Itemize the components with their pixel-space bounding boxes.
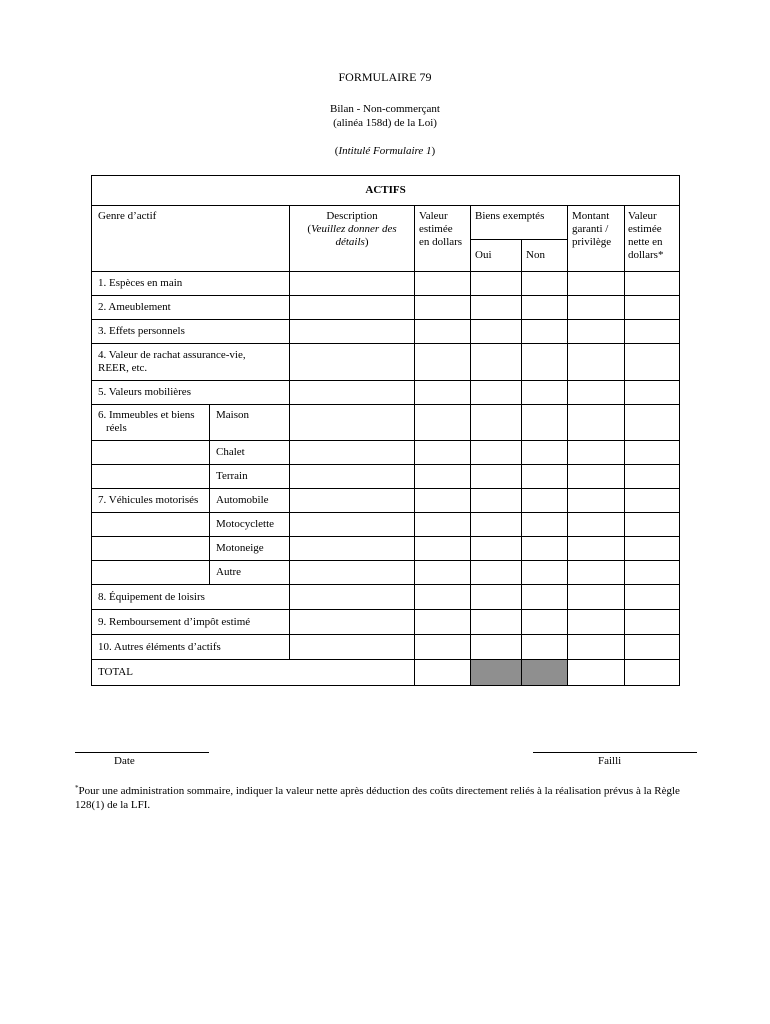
col-header-valeur: Valeur estimée en dollars (415, 206, 471, 272)
input-cell[interactable] (290, 489, 415, 513)
input-cell[interactable] (471, 585, 522, 610)
input-cell[interactable] (568, 296, 625, 320)
input-cell[interactable] (290, 272, 415, 296)
row-sublabel-motoneige: Motoneige (210, 537, 290, 561)
input-cell[interactable] (625, 272, 680, 296)
col-header-non: Non (522, 240, 568, 272)
row-label-effets-personnels: 3. Effets personnels (92, 320, 290, 344)
input-cell[interactable] (471, 272, 522, 296)
input-cell[interactable] (522, 537, 568, 561)
input-cell[interactable] (568, 405, 625, 441)
row-label-especes: 1. Espèces en main (92, 272, 290, 296)
input-cell[interactable] (568, 489, 625, 513)
input-cell[interactable] (568, 610, 625, 635)
input-cell[interactable] (290, 465, 415, 489)
input-cell[interactable] (625, 610, 680, 635)
row-label-remboursement-impot: 9. Remboursement d’impôt estimé (92, 610, 290, 635)
input-cell[interactable] (522, 585, 568, 610)
input-cell[interactable] (625, 405, 680, 441)
input-cell[interactable] (415, 320, 471, 344)
empty-cell (92, 561, 210, 585)
input-cell[interactable] (290, 296, 415, 320)
input-cell[interactable] (415, 610, 471, 635)
assets-table (91, 175, 680, 686)
input-cell[interactable] (471, 489, 522, 513)
input-cell[interactable] (625, 465, 680, 489)
input-cell[interactable] (625, 635, 680, 660)
input-cell[interactable] (625, 537, 680, 561)
input-cell[interactable] (568, 513, 625, 537)
input-cell[interactable] (290, 635, 415, 660)
input-cell[interactable] (415, 537, 471, 561)
input-cell[interactable] (290, 405, 415, 441)
input-cell[interactable] (415, 465, 471, 489)
col-header-biens-exemptes: Biens exemptés (471, 206, 568, 240)
form-subtitle-line1: Bilan - Non-commerçant (330, 103, 440, 115)
input-cell[interactable] (522, 561, 568, 585)
failli-signature-line[interactable] (533, 752, 697, 753)
input-cell[interactable] (568, 272, 625, 296)
failli-label: Failli (598, 755, 622, 767)
total-nette-cell[interactable] (625, 660, 680, 686)
input-cell[interactable] (568, 344, 625, 381)
input-cell[interactable] (471, 296, 522, 320)
total-valeur-cell[interactable] (415, 660, 471, 686)
col-header-montant: Montant garanti / privilège (568, 206, 625, 272)
input-cell[interactable] (471, 344, 522, 381)
input-cell[interactable] (625, 513, 680, 537)
input-cell[interactable] (415, 296, 471, 320)
input-cell[interactable] (471, 405, 522, 441)
input-cell[interactable] (471, 610, 522, 635)
input-cell[interactable] (522, 296, 568, 320)
form-title: FORMULAIRE 79 (338, 70, 432, 84)
input-cell[interactable] (415, 635, 471, 660)
row-label-ameublement: 2. Ameublement (92, 296, 290, 320)
input-cell[interactable] (522, 320, 568, 344)
input-cell[interactable] (625, 381, 680, 405)
row-label-vehicules: 7. Véhicules motorisés (92, 489, 210, 513)
col-header-oui: Oui (471, 240, 522, 272)
form-subtitle-line2: (alinéa 158d) de la Loi) (333, 117, 437, 129)
input-cell[interactable] (471, 465, 522, 489)
input-cell[interactable] (522, 344, 568, 381)
input-cell[interactable] (522, 513, 568, 537)
input-cell[interactable] (522, 610, 568, 635)
date-signature-line[interactable] (75, 752, 209, 753)
row-label-assurance-vie: 4. Valeur de rachat assurance-vie, REER, etc. (92, 344, 290, 381)
input-cell[interactable] (522, 441, 568, 465)
input-cell[interactable] (290, 441, 415, 465)
input-cell[interactable] (415, 585, 471, 610)
empty-cell (92, 537, 210, 561)
input-cell[interactable] (625, 585, 680, 610)
date-label: Date (114, 755, 135, 767)
footnote: *Pour une administration sommaire, indiquer la valeur nette après déduction des coûts directement reliés à la réalisation prévus à la Règle 128(1) de la LFI. (75, 784, 680, 811)
input-cell[interactable] (522, 635, 568, 660)
row-sublabel-motocyclette: Motocyclette (210, 513, 290, 537)
row-sublabel-maison: Maison (210, 405, 290, 441)
input-cell[interactable] (625, 441, 680, 465)
input-cell[interactable] (471, 513, 522, 537)
row-sublabel-automobile: Automobile (210, 489, 290, 513)
input-cell[interactable] (625, 320, 680, 344)
input-cell[interactable] (568, 537, 625, 561)
input-cell[interactable] (415, 405, 471, 441)
shaded-cell (522, 660, 568, 686)
input-cell[interactable] (471, 635, 522, 660)
input-cell[interactable] (625, 344, 680, 381)
input-cell[interactable] (568, 635, 625, 660)
total-montant-cell[interactable] (568, 660, 625, 686)
input-cell[interactable] (415, 441, 471, 465)
row-label-valeurs-mobilieres: 5. Valeurs mobilières (92, 381, 290, 405)
input-cell[interactable] (471, 441, 522, 465)
input-cell[interactable] (522, 489, 568, 513)
input-cell[interactable] (415, 272, 471, 296)
input-cell[interactable] (568, 320, 625, 344)
input-cell[interactable] (290, 561, 415, 585)
empty-cell (92, 513, 210, 537)
input-cell[interactable] (290, 381, 415, 405)
section-title: ACTIFS (92, 176, 680, 206)
input-cell[interactable] (290, 344, 415, 381)
row-sublabel-autre: Autre (210, 561, 290, 585)
input-cell[interactable] (568, 381, 625, 405)
empty-cell (92, 465, 210, 489)
input-cell[interactable] (568, 441, 625, 465)
col-header-valeur-nette: Valeur estimée nette en dollars* (625, 206, 680, 272)
col-header-genre: Genre d’actif (92, 206, 290, 272)
input-cell[interactable] (290, 513, 415, 537)
input-cell[interactable] (625, 296, 680, 320)
input-cell[interactable] (625, 561, 680, 585)
input-cell[interactable] (471, 537, 522, 561)
row-label-autres-actifs: 10. Autres éléments d’actifs (92, 635, 290, 660)
input-cell[interactable] (522, 465, 568, 489)
row-label-immeubles: 6. Immeubles et biens réels (92, 405, 210, 441)
input-cell[interactable] (290, 610, 415, 635)
shaded-cell (471, 660, 522, 686)
row-label-equipement-loisirs: 8. Équipement de loisirs (92, 585, 290, 610)
input-cell[interactable] (415, 489, 471, 513)
input-cell[interactable] (290, 585, 415, 610)
input-cell[interactable] (522, 272, 568, 296)
col-header-description: Description (Veuillez donner des détails) (290, 206, 415, 272)
input-cell[interactable] (415, 381, 471, 405)
row-label-total: TOTAL (92, 660, 415, 686)
row-sublabel-terrain: Terrain (210, 465, 290, 489)
input-cell[interactable] (415, 561, 471, 585)
input-cell[interactable] (471, 561, 522, 585)
input-cell[interactable] (471, 381, 522, 405)
form-note: (Intitulé Formulaire 1) (334, 145, 436, 157)
input-cell[interactable] (625, 489, 680, 513)
input-cell[interactable] (568, 465, 625, 489)
input-cell[interactable] (415, 513, 471, 537)
empty-cell (92, 441, 210, 465)
input-cell[interactable] (522, 405, 568, 441)
input-cell[interactable] (568, 561, 625, 585)
input-cell[interactable] (290, 537, 415, 561)
input-cell[interactable] (568, 585, 625, 610)
input-cell[interactable] (290, 320, 415, 344)
input-cell[interactable] (415, 344, 471, 381)
input-cell[interactable] (522, 381, 568, 405)
input-cell[interactable] (471, 320, 522, 344)
row-sublabel-chalet: Chalet (210, 441, 290, 465)
